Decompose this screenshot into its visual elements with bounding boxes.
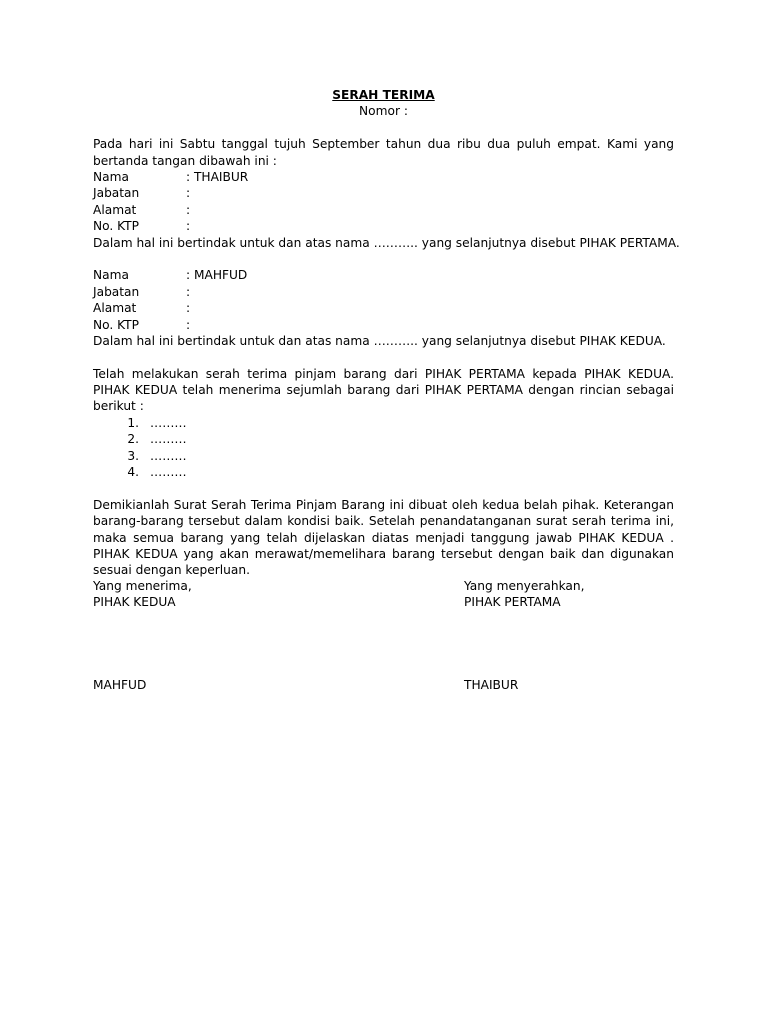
item-text: ……… xyxy=(150,465,187,480)
closing-paragraph: Demikianlah Surat Serah Terima Pinjam Barang ini dibuat oleh kedua belah pihak. Keterangan barang-barang tersebut dalam kondisi baik. Setelah penandatanganan surat serah terima ini, maka semua barang yang telah dijelaskan diatas menjadi tanggung jawab PIHAK KEDUA . PIHAK KEDUA yang akan merawat/memelihara barang tersebut dengan baik dan digunakan sesuai dengan keperluan. xyxy=(93,497,674,578)
party1-field-address xyxy=(93,202,674,218)
list-item xyxy=(93,464,674,480)
field-value: : xyxy=(186,301,191,316)
field-value: : THAIBUR xyxy=(186,169,249,184)
field-label: No. KTP xyxy=(93,219,139,234)
receiver-role: PIHAK KEDUA xyxy=(93,595,176,610)
field-label: Alamat xyxy=(93,301,137,316)
document-title: SERAH TERIMA xyxy=(332,88,435,102)
giver-role: PIHAK PERTAMA xyxy=(464,595,561,610)
field-label: Nama xyxy=(93,169,129,184)
handover-paragraph: Telah melakukan serah terima pinjam barang dari PIHAK PERTAMA kepada PIHAK KEDUA. PIHAK KEDUA telah menerima sejumlah barang dari PIHAK PERTAMA dengan rincian sebagai berikut : xyxy=(93,366,674,414)
field-label: Alamat xyxy=(93,202,137,217)
item-list xyxy=(93,415,674,481)
item-number: 1. xyxy=(127,415,139,430)
giver-name: THAIBUR xyxy=(464,678,519,692)
party2-fields xyxy=(93,267,674,333)
item-number: 4. xyxy=(127,465,139,480)
document-title-row xyxy=(93,87,674,103)
field-value: : xyxy=(186,202,191,217)
field-value: : xyxy=(186,186,191,201)
field-value: : xyxy=(186,317,191,332)
field-label: No. KTP xyxy=(93,317,139,332)
party2-field-address xyxy=(93,300,674,316)
party2-field-id xyxy=(93,317,674,333)
item-text: ……… xyxy=(150,415,187,430)
item-text: ……… xyxy=(150,432,187,447)
party1-field-id xyxy=(93,218,674,234)
field-value: : xyxy=(186,284,191,299)
receiver-name: MAHFUD xyxy=(93,678,147,692)
field-label: Jabatan xyxy=(93,186,140,201)
field-label: Nama xyxy=(93,268,129,283)
list-item xyxy=(93,431,674,447)
party2-field-name xyxy=(93,267,674,283)
party1-field-position xyxy=(93,185,674,201)
party1-field-name xyxy=(93,169,674,185)
giver-signature-block xyxy=(464,578,585,611)
receiver-label: Yang menerima, xyxy=(93,579,192,593)
item-text: ……… xyxy=(150,448,187,463)
document-body xyxy=(93,87,680,579)
field-label: Jabatan xyxy=(93,284,140,299)
document-number: Nomor : xyxy=(359,104,408,119)
field-value: : xyxy=(186,219,191,234)
item-number: 2. xyxy=(127,432,139,447)
item-number: 3. xyxy=(127,448,139,463)
list-item xyxy=(93,415,674,431)
list-item xyxy=(93,448,674,464)
party2-statement: Dalam hal ini bertindak untuk dan atas nama ……….. yang selanjutnya disebut PIHAK KEDUA. xyxy=(93,333,666,348)
receiver-signature-block xyxy=(93,578,192,611)
field-value: : MAHFUD xyxy=(186,268,248,283)
giver-label: Yang menyerahkan, xyxy=(464,579,585,593)
party1-fields xyxy=(93,169,674,235)
party1-statement: Dalam hal ini bertindak untuk dan atas nama ……….. yang selanjutnya disebut PIHAK PERTAMA. xyxy=(93,235,680,250)
intro-paragraph: Pada hari ini Sabtu tanggal tujuh September tahun dua ribu dua puluh empat. Kami yang bertanda tangan dibawah ini : xyxy=(93,137,674,168)
party2-field-position xyxy=(93,284,674,300)
